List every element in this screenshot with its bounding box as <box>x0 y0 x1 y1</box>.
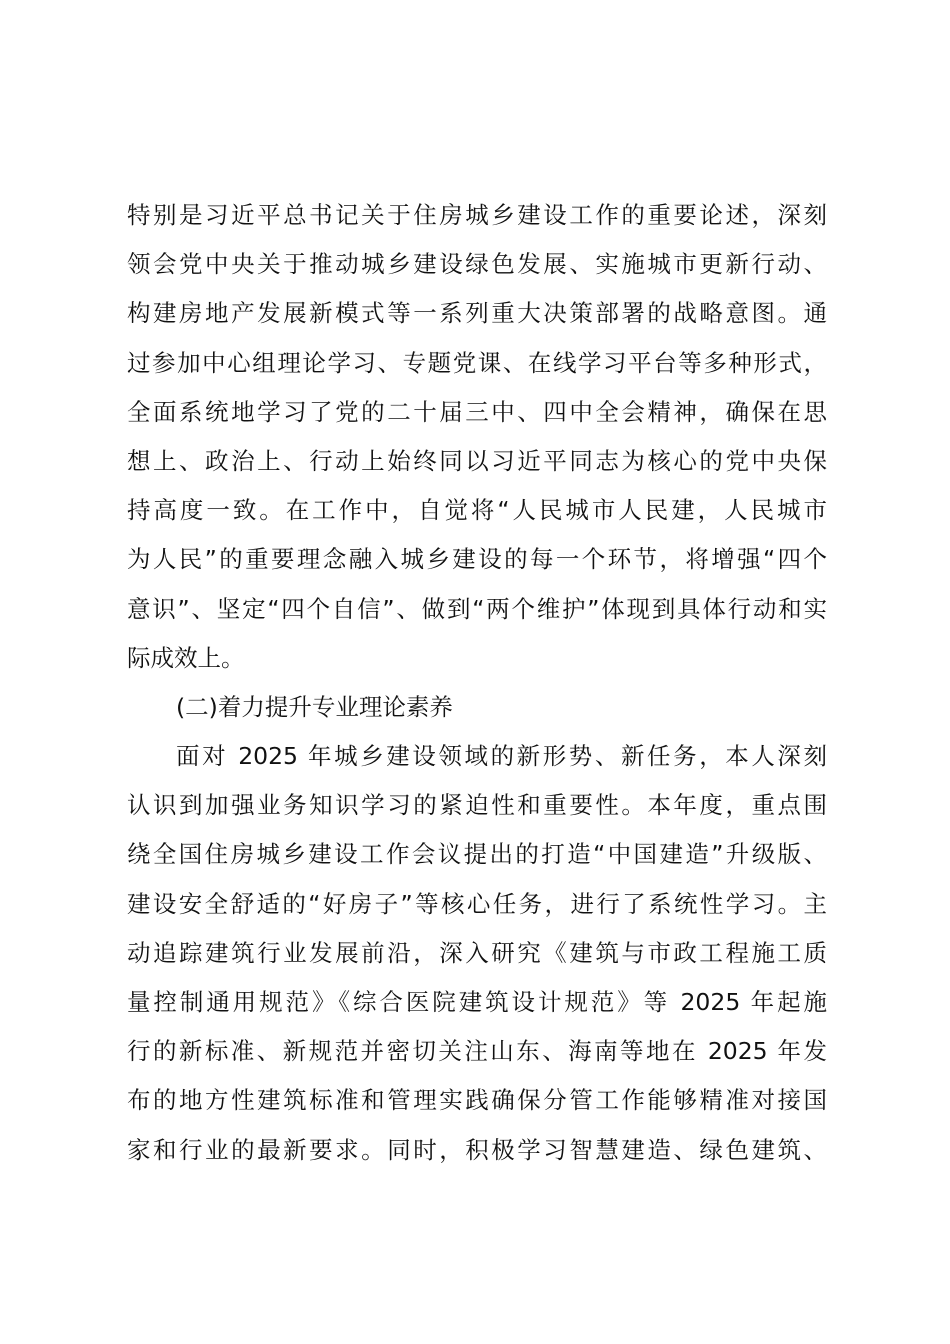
text-line: 领会党中央关于推动城乡建设绿色发展、实施城市更新行动、 <box>127 250 827 279</box>
text-line: 际成效上。 <box>127 643 245 672</box>
paragraph-political-study <box>127 191 827 683</box>
document-page <box>127 191 827 1175</box>
text-line: 持高度一致。在工作中，自觉将“人民城市人民建，人民城市 <box>127 496 827 525</box>
text-line: 面对 2025 年城乡建设领域的新形势、新任务，本人深刻 <box>176 742 827 771</box>
text-line: 构建房地产发展新模式等一系列重大决策部署的战略意图。通 <box>127 299 827 328</box>
text-line: 全面系统地学习了党的二十届三中、四中全会精神，确保在思 <box>127 397 827 426</box>
text-line: 行的新标准、新规范并密切关注山东、海南等地在 2025 年发 <box>127 1037 827 1066</box>
text-line: 过参加中心组理论学习、专题党课、在线学习平台等多种形式， <box>127 348 827 377</box>
text-line: 为人民”的重要理念融入城乡建设的每一个环节，将增强“四个 <box>127 545 827 574</box>
text-line: 特别是习近平总书记关于住房城乡建设工作的重要论述，深刻 <box>127 201 827 229</box>
text-line: 布的地方性建筑标准和管理实践确保分管工作能够精准对接国 <box>127 1086 827 1115</box>
section-heading: (二)着力提升专业理论素养 <box>176 692 453 721</box>
text-line: 动追踪建筑行业发展前沿，深入研究《建筑与市政工程施工质 <box>127 938 827 967</box>
text-line: 想上、政治上、行动上始终同以习近平同志为核心的党中央保 <box>127 446 827 475</box>
text-line: 家和行业的最新要求。同时，积极学习智慧建造、绿色建筑、 <box>127 1135 827 1164</box>
paragraph-professional-study <box>127 732 827 1175</box>
text-line: 认识到加强业务知识学习的紧迫性和重要性。本年度，重点围 <box>127 791 827 820</box>
text-line: 建设安全舒适的“好房子”等核心任务，进行了系统性学习。主 <box>127 889 827 918</box>
text-line: 意识”、坚定“四个自信”、做到“两个维护”体现到具体行动和实 <box>127 594 827 623</box>
text-line: 绕全国住房城乡建设工作会议提出的打造“中国建造”升级版、 <box>127 840 827 869</box>
text-line: 量控制通用规范》《综合医院建筑设计规范》等 2025 年起施 <box>127 988 827 1016</box>
